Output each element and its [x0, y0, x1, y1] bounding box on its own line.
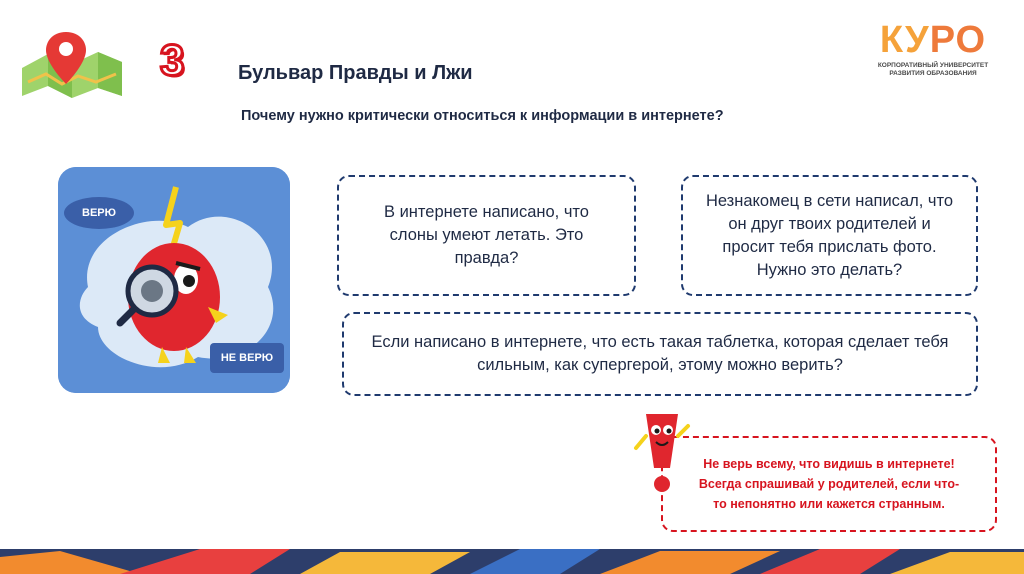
question-card-elephants: В интернете написано, что слоны умеют летать. Это правда?: [337, 175, 636, 296]
warning-line-3: то непонятно или кажется странным.: [713, 497, 945, 511]
warning-line-2: Всегда спрашивай у родителей, если что-: [698, 477, 960, 491]
question-card-stranger: Незнакомец в сети написал, что он друг твоих родителей и просит тебя прислать фото. Нужно это делать?: [681, 175, 978, 296]
exclamation-mascot-icon: [632, 408, 692, 496]
step-number: 3: [160, 36, 185, 85]
warning-line-1: Не верь всему, что видишь в интернете!: [703, 457, 955, 471]
kuro-logo: [868, 20, 998, 78]
decorative-bottom-stripe: [0, 549, 1024, 574]
not-believe-tag: НЕ ВЕРЮ: [210, 343, 284, 373]
map-pin-icon: [18, 24, 126, 100]
warning-box: [661, 436, 997, 532]
question-card-pill: Если написано в интернете, что есть такая таблетка, которая сделает тебя сильным, как супергерой, этому можно верить?: [342, 312, 978, 396]
logo-caption-line-1: КОРПОРАТИВНЫЙ УНИВЕРСИТЕТ: [877, 62, 989, 69]
believe-tag: ВЕРЮ: [64, 197, 134, 229]
page-title: Бульвар Правды и Лжи: [238, 62, 473, 84]
logo-caption-line-2: РАЗВИТИЯ ОБРАЗОВАНИЯ: [889, 70, 977, 77]
logo-wordmark: [868, 20, 998, 60]
logo-wordmark-part-a: КУ: [879, 19, 930, 61]
mascot-illustration: [58, 167, 290, 393]
logo-wordmark-part-b: РО: [929, 19, 987, 61]
page-subtitle: Почему нужно критически относиться к информации в интернете?: [241, 108, 724, 124]
logo-caption: [868, 62, 998, 78]
